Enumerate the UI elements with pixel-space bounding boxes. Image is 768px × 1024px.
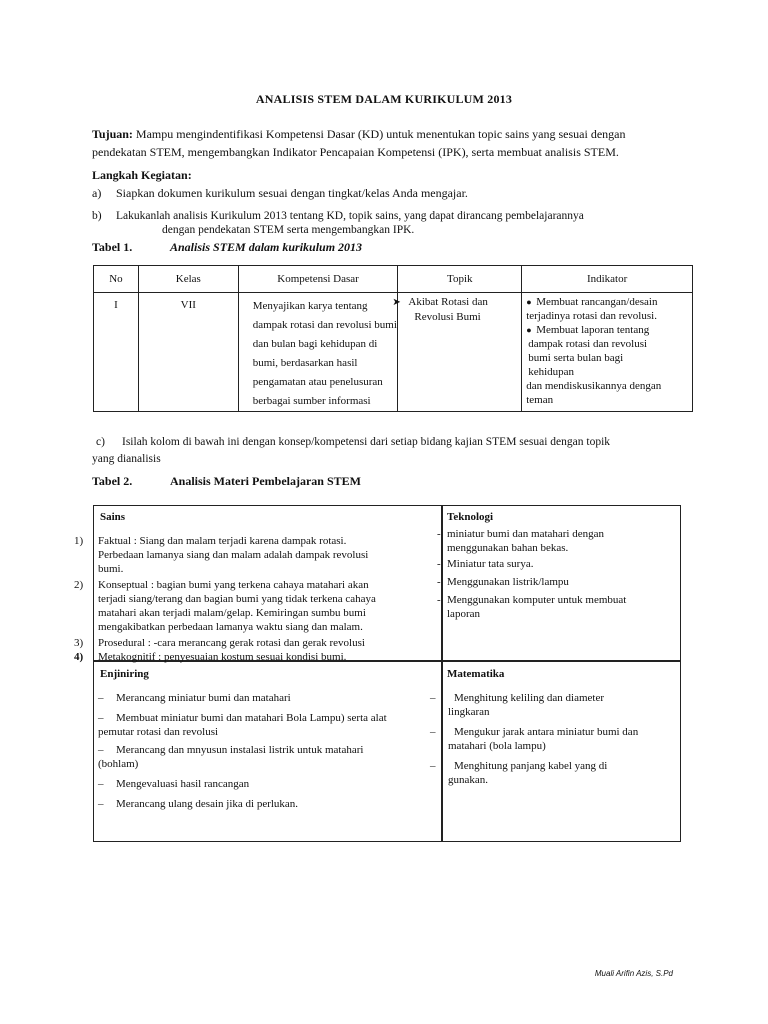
tabel2-caption-title: Analisis Materi Pembelajaran STEM [170, 474, 361, 488]
tabel1-header-kelas: Kelas [138, 266, 238, 293]
enjiniring-item-line: Merancang dan mnyusun instalasi listrik untuk matahari [116, 744, 364, 756]
teknologi-item-line: Miniatur tata surya. [447, 558, 534, 570]
list-item [437, 593, 675, 621]
tabel1-cell-kelas: VII [138, 293, 238, 412]
tujuan-line-1: Mampu mengindentifikasi Kompetensi Dasar (KD) untuk menentukan topic sains yang sesuai dengan [135, 127, 626, 141]
tabel1-cell-topik [392, 293, 522, 412]
dot-bullet-icon: ● [526, 325, 532, 335]
document-title: ANALISIS STEM DALAM KURIKULUM 2013 [255, 92, 513, 106]
enjiniring-item-line: Mengevaluasi hasil rancangan [116, 778, 250, 790]
list-item [98, 797, 438, 811]
dash-icon: - [437, 558, 441, 570]
sains-item-num: 3) [74, 637, 84, 649]
langkah-heading: Langkah Kegiatan: [92, 168, 192, 182]
indikator-line: Membuat laporan tentang [536, 324, 650, 336]
list-item [437, 575, 675, 589]
tabel1-caption [92, 240, 362, 255]
sains-item-line: Prosedural : -cara merancang gerak rotasi dan gerak revolusi [98, 637, 365, 649]
dash-icon: – [430, 726, 436, 738]
dash-icon: – [430, 692, 436, 704]
list-item [74, 534, 436, 576]
matematika-item-line: Menghitung panjang kabel yang di [454, 760, 608, 772]
matematika-item-line: gunakan. [448, 774, 489, 786]
dash-icon: - [437, 528, 441, 540]
matematika-heading: Matematika [447, 668, 505, 680]
enjiniring-item-line: (bohlam) [98, 758, 139, 770]
sains-item-line: Konseptual : bagian bumi yang terkena cahaya matahari akan [98, 579, 369, 591]
langkah-c [92, 434, 692, 468]
tabel1-header-indikator: Indikator [522, 266, 693, 293]
langkah-b-line-1: Lakukanlah analisis Kurikulum 2013 tentang KD, topik sains, yang dapat dirancang pembelajarannya [116, 210, 584, 222]
list-item [98, 711, 438, 739]
matematika-item-line: lingkaran [448, 706, 490, 718]
kd-line: pengamatan atau penelusuran [252, 376, 383, 388]
dash-icon: – [98, 798, 104, 810]
indikator-line: terjadinya rotasi dan revolusi. [526, 310, 657, 322]
indikator-line: dampak rotasi dan revolusi [528, 338, 648, 350]
tabel2-caption-no: Tabel 2. [92, 474, 133, 488]
sains-item-num: 2) [74, 579, 84, 591]
teknologi-item-line: laporan [447, 608, 480, 620]
indikator-line: kehidupan [528, 366, 575, 378]
teknologi-item-line: Menggunakan komputer untuk membuat [447, 594, 627, 606]
list-item [74, 650, 436, 664]
sains-item-line: Faktual : Siang dan malam terjadi karena dampak rotasi. [98, 535, 347, 547]
teknologi-item-line: menggunakan bahan bekas. [447, 542, 569, 554]
enjiniring-heading: Enjiniring [100, 668, 149, 680]
kd-line: dan bulan bagi kehidupan di [252, 338, 378, 350]
list-item [98, 691, 438, 705]
tabel1-caption-no: Tabel 1. [92, 240, 133, 254]
sains-item-line: Perbedaan lamanya siang dan malam adalah dampak revolusi [98, 549, 369, 561]
dash-icon: – [98, 744, 104, 756]
enjiniring-item-line: Merancang miniatur bumi dan matahari [116, 692, 291, 704]
indikator-line: bumi serta bulan bagi [528, 352, 624, 364]
sains-item-line: Metakognitif : penyesuaian kostum sesuai kondisi bumi. [98, 651, 347, 663]
indikator-line: Membuat rancangan/desain [536, 296, 658, 308]
list-item [98, 743, 438, 771]
matematika-item-line: Mengukur jarak antara miniatur bumi dan [454, 726, 639, 738]
tabel1-header-kd: Kompetensi Dasar [238, 266, 398, 293]
arrow-bullet-icon: ➤ [392, 297, 401, 308]
teknologi-list [437, 527, 675, 621]
dash-icon: - [437, 576, 441, 588]
list-item [437, 557, 675, 571]
dot-bullet-icon: ● [526, 297, 532, 307]
kd-line: berbagai sumber informasi [252, 395, 371, 407]
tujuan-line-2: pendekatan STEM, mengembangkan Indikator Pencapaian Kompetensi (IPK), serta membuat analisis STEM. [92, 145, 619, 159]
sains-heading: Sains [100, 511, 126, 523]
dash-icon: – [98, 778, 104, 790]
list-item [74, 578, 436, 634]
list-item [430, 725, 675, 753]
tabel1-header-no: No [94, 266, 139, 293]
tujuan-label: Tujuan: [92, 127, 133, 141]
matematika-item-line: Menghitung keliling dan diameter [454, 692, 604, 704]
sains-item-line: bumi. [98, 563, 124, 575]
tabel1-cell-no: I [94, 293, 139, 412]
langkah-c-line-2: yang dianalisis [92, 453, 161, 465]
indikator-line: dan mendiskusikannya dengan [526, 380, 662, 392]
teknologi-heading: Teknologi [447, 511, 494, 523]
kd-line: bumi, berdasarkan hasil [252, 357, 358, 369]
sains-item-line: mengakibatkan perbedaan lamanya waktu siang dan malam. [98, 621, 363, 633]
dash-icon: – [98, 692, 104, 704]
enjiniring-item-line: Membuat miniatur bumi dan matahari Bola Lampu) serta alat [116, 712, 387, 724]
list-item [98, 777, 438, 791]
matematika-list [430, 691, 675, 787]
langkah-b-line-2: dengan pendekatan STEM serta mengembangkan IPK. [162, 224, 415, 236]
list-item [430, 691, 675, 719]
langkah-c-line-1: Isilah kolom di bawah ini dengan konsep/kompetensi dari setiap bidang kajian STEM sesuai dengan topik [122, 436, 611, 448]
indikator-line: teman [526, 394, 554, 406]
sains-item-num: 1) [74, 535, 84, 547]
langkah-a [92, 184, 692, 202]
topik-line: Revolusi Bumi [414, 311, 481, 323]
tabel1-cell-kd [238, 293, 401, 412]
dash-icon: – [430, 760, 436, 772]
tabel1-header-row [94, 266, 693, 293]
list-item [430, 759, 675, 787]
tabel1 [93, 265, 693, 412]
sains-item-num: 4) [74, 651, 84, 663]
enjiniring-list [98, 691, 438, 811]
tabel1-cell-indikator [522, 293, 693, 412]
langkah-c-marker: c) [96, 436, 105, 448]
langkah-a-marker: a) [92, 186, 102, 200]
kd-line: dampak rotasi dan revolusi bumi [252, 319, 397, 331]
sains-item-line: terjadi siang/terang dan bagian bumi yang tidak terkena cahaya [98, 593, 376, 605]
kd-line: Menyajikan karya tentang [252, 300, 368, 312]
teknologi-item-line: Menggunakan listrik/lampu [447, 576, 569, 588]
langkah-b-marker: b) [92, 210, 102, 222]
list-item [74, 636, 436, 650]
topik-line: Akibat Rotasi dan [408, 296, 488, 308]
teknologi-item-line: miniatur bumi dan matahari dengan [447, 528, 605, 540]
dash-icon: – [98, 712, 104, 724]
tabel1-header-topik: Topik [398, 266, 522, 293]
langkah-a-text: Siapkan dokumen kurikulum sesuai dengan tingkat/kelas Anda mengajar. [116, 186, 468, 200]
enjiniring-item-line: Merancang ulang desain jika di perlukan. [116, 798, 299, 810]
list-item [437, 527, 675, 555]
footer-author: Muali Arifin Azis, S.Pd [594, 969, 673, 978]
dash-icon: - [437, 594, 441, 606]
tujuan-paragraph [92, 125, 682, 161]
tabel1-caption-title: Analisis STEM dalam kurikulum 2013 [170, 240, 363, 254]
matematika-item-line: matahari (bola lampu) [448, 740, 546, 752]
table-row [94, 293, 693, 412]
langkah-b [92, 209, 692, 237]
tabel2-caption [92, 474, 361, 489]
enjiniring-item-line: pemutar rotasi dan revolusi [98, 726, 219, 738]
sains-item-line: matahari akan terjadi malam/gelap. Kemiringan sumbu bumi [98, 607, 366, 619]
sains-list [74, 534, 436, 664]
